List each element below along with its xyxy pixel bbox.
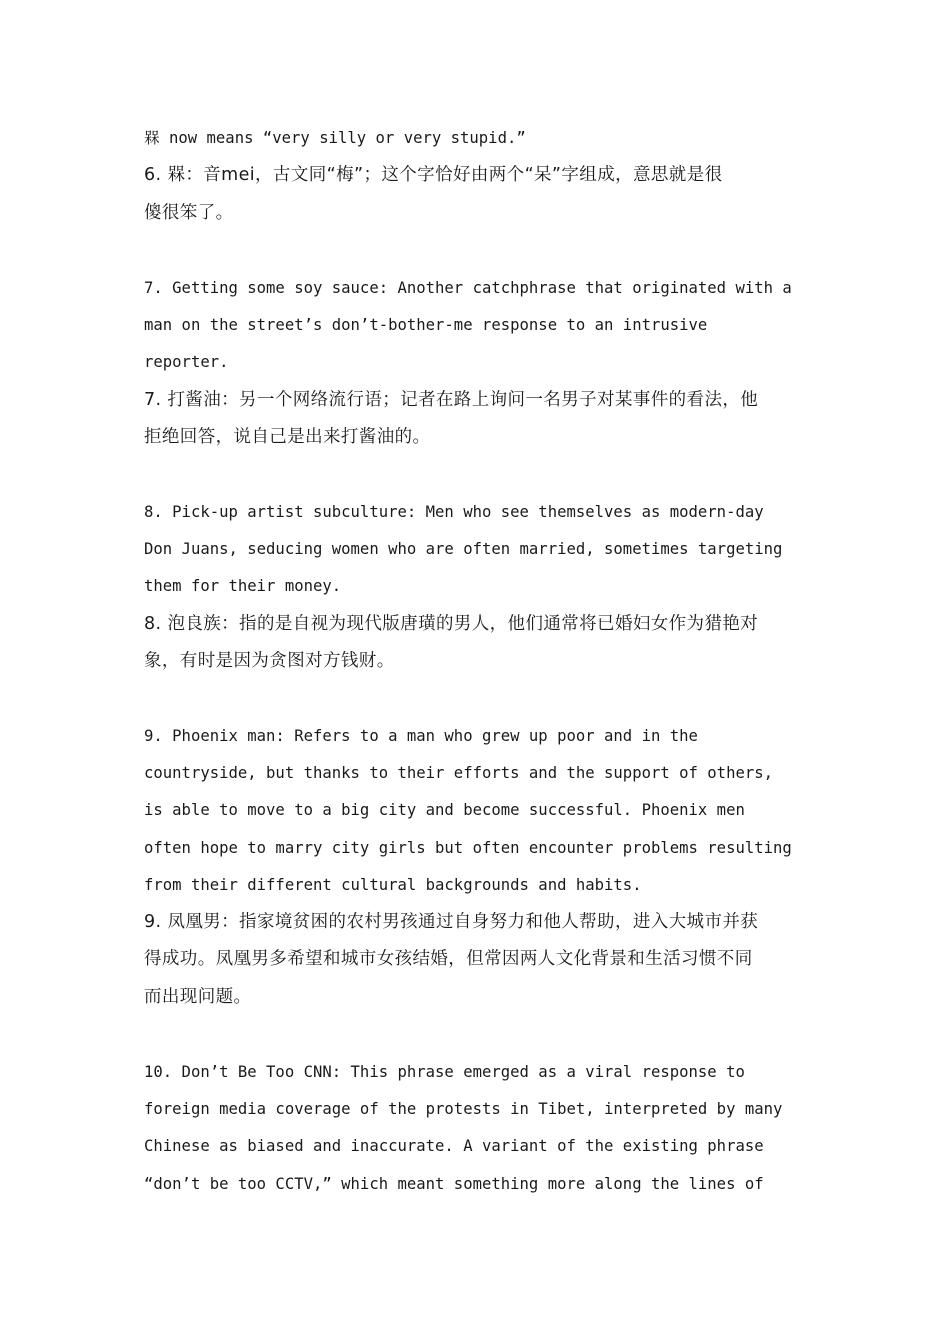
text-line: man on the street’s don’t-bother-me response to an intrusive <box>144 316 708 334</box>
text-line: Chinese as biased and inaccurate. A variant of the existing phrase <box>144 1137 764 1155</box>
text-line: 10. Don’t Be Too CNN: This phrase emerged as a viral response to <box>144 1063 745 1081</box>
text-line: “don’t be too CCTV,” which meant something more along the lines of <box>144 1175 764 1193</box>
text-line: 6. 槑：音mei，古文同“梅”；这个字恰好由两个“呆”字组成，意思就是很 <box>144 165 723 185</box>
text-line: countryside, but thanks to their efforts and the support of others, <box>144 764 774 782</box>
text-line: is able to move to a big city and become successful. Phoenix men <box>144 801 745 819</box>
text-line: 得成功。凤凰男多希望和城市女孩结婚，但常因两人文化背景和生活习惯不同 <box>144 949 753 969</box>
text-line: from their different cultural backgrounds and habits. <box>144 876 642 894</box>
text-line: 傻很笨了。 <box>144 203 234 223</box>
text-line: 7. 打酱油：另一个网络流行语；记者在路上询问一名男子对某事件的看法，他 <box>144 390 759 410</box>
text-line: 8. 泡良族：指的是自视为现代版唐璜的男人，他们通常将已婚妇女作为猎艳对 <box>144 614 759 634</box>
text-line: 9. 凤凰男：指家境贫困的农村男孩通过自身努力和他人帮助，进入大城市并获 <box>144 912 759 932</box>
text-line: them for their money. <box>144 577 342 595</box>
text-line: 而出现问题。 <box>144 987 252 1007</box>
text-line: 9. Phoenix man: Refers to a man who grew up poor and in the <box>144 727 698 745</box>
text-line: 拒绝回答，说自己是出来打酱油的。 <box>144 427 431 447</box>
text-line: 8. Pick-up artist subculture: Men who see themselves as modern-day <box>144 503 764 521</box>
text-line: Don Juans, seducing women who are often married, sometimes targeting <box>144 540 783 558</box>
text-line: often hope to marry city girls but often encounter problems resulting <box>144 839 792 857</box>
text-line: 7. Getting some soy sauce: Another catchphrase that originated with a <box>144 279 792 297</box>
text-line: reporter. <box>144 353 229 371</box>
text-line: 槑 now means “very silly or very stupid.” <box>144 129 526 147</box>
text-line: foreign media coverage of the protests in Tibet, interpreted by many <box>144 1100 783 1118</box>
text-line: 象，有时是因为贪图对方钱财。 <box>144 651 395 671</box>
